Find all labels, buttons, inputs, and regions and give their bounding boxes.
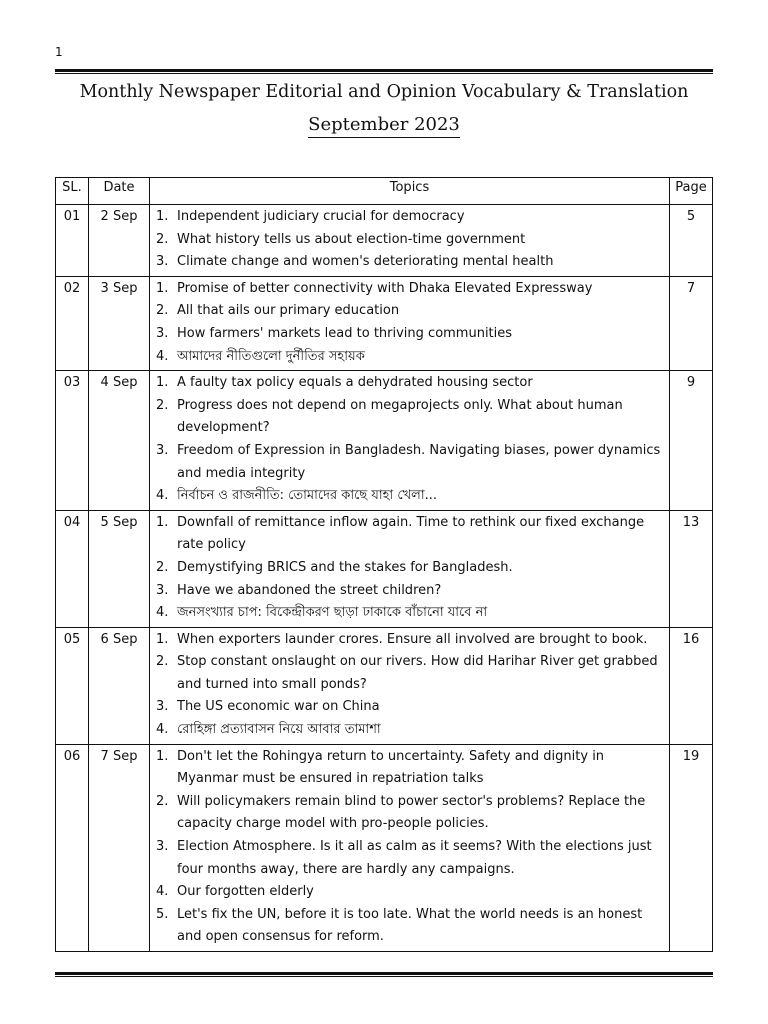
topic-item (156, 557, 663, 580)
topic-text: How farmers' markets lead to thriving communities (177, 325, 513, 341)
table-row (56, 205, 713, 277)
row-serial: 02 (56, 276, 89, 370)
topic-item (156, 629, 663, 652)
topic-item (156, 881, 663, 904)
topic-text: Promise of better connectivity with Dhaka Elevated Expressway (177, 280, 593, 296)
topic-item (156, 300, 663, 323)
row-topics (150, 371, 670, 511)
row-date: 5 Sep (89, 510, 150, 627)
row-page: 19 (670, 744, 713, 951)
document-title: Monthly Newspaper Editorial and Opinion Vocabulary & Translation (79, 82, 689, 102)
topic-list (156, 206, 663, 274)
header-page: Page (670, 178, 713, 205)
topic-text: Election Atmosphere. Is it all as calm as it seems? With the elections just four months away, there are hardly any campaigns. (177, 839, 652, 877)
row-date: 2 Sep (89, 205, 150, 277)
topic-list (156, 372, 663, 508)
page-number: 1 (55, 45, 63, 59)
topic-text: The US economic war on China (177, 699, 380, 715)
topic-item (156, 580, 663, 603)
row-serial: 05 (56, 627, 89, 744)
topic-text: Will policymakers remain blind to power sector's problems? Replace the capacity charge model with pro-people policies. (177, 793, 646, 832)
topic-number: 2. (156, 654, 169, 670)
topic-text: Climate change and women's deteriorating mental health (177, 254, 554, 270)
topic-item (156, 719, 663, 742)
row-topics (150, 276, 670, 370)
topic-number: 3. (156, 254, 169, 270)
row-topics (150, 627, 670, 744)
table-row (56, 627, 713, 744)
topic-number: 4. (156, 884, 169, 900)
topic-item (156, 346, 663, 369)
topic-text: নির্বাচন ও রাজনীতি: তোমাদের কাছে যাহা খেলা... (177, 488, 437, 504)
topic-number: 4. (156, 605, 169, 621)
topic-number: 3. (156, 442, 169, 458)
topic-item (156, 485, 663, 508)
topic-number: 1. (156, 514, 169, 530)
topic-item (156, 372, 663, 395)
document-subtitle: September 2023 (308, 114, 460, 138)
header-sl: SL. (56, 178, 89, 205)
topic-text: Demystifying BRICS and the stakes for Bangladesh. (177, 559, 513, 575)
topic-number: 2. (156, 397, 169, 413)
row-serial: 01 (56, 205, 89, 277)
row-page: 16 (670, 627, 713, 744)
row-date: 3 Sep (89, 276, 150, 370)
topic-item (156, 602, 663, 625)
row-date: 6 Sep (89, 627, 150, 744)
row-date: 4 Sep (89, 371, 150, 511)
row-topics (150, 510, 670, 627)
topic-text: জনসংখ্যার চাপ: বিকেন্দ্রীকরণ ছাড়া ঢাকাকে বাঁচানো যাবে না (177, 605, 488, 621)
topic-item (156, 229, 663, 252)
table-row (56, 371, 713, 511)
topic-number: 1. (156, 375, 169, 391)
topic-text: Have we abandoned the street children? (177, 582, 442, 598)
topic-item (156, 651, 663, 696)
topic-text: What history tells us about election-time government (177, 231, 526, 247)
topic-list (156, 278, 663, 368)
topic-item (156, 395, 663, 440)
topic-number: 5. (156, 906, 169, 922)
topic-text: All that ails our primary education (177, 303, 400, 319)
topic-item (156, 836, 663, 881)
row-serial: 06 (56, 744, 89, 951)
topic-number: 2. (156, 559, 169, 575)
row-page: 5 (670, 205, 713, 277)
topic-item (156, 278, 663, 301)
topic-number: 2. (156, 793, 169, 809)
topic-number: 3. (156, 582, 169, 598)
row-page: 13 (670, 510, 713, 627)
topic-number: 1. (156, 280, 169, 296)
row-serial: 03 (56, 371, 89, 511)
row-page: 7 (670, 276, 713, 370)
topic-text: Stop constant onslaught on our rivers. How did Harihar River get grabbed and turned into small ponds? (177, 654, 658, 692)
topic-item (156, 791, 663, 836)
table-row (56, 744, 713, 951)
table-header-row (56, 178, 713, 205)
topic-number: 1. (156, 631, 169, 647)
contents-table (55, 177, 713, 952)
topic-item (156, 206, 663, 229)
topic-item (156, 251, 663, 274)
table-row (56, 276, 713, 370)
topic-text: A faulty tax policy equals a dehydrated housing sector (177, 375, 533, 391)
topic-number: 3. (156, 839, 169, 855)
topic-item (156, 323, 663, 346)
table-body (56, 205, 713, 952)
topic-number: 3. (156, 325, 169, 341)
row-page: 9 (670, 371, 713, 511)
subtitle-wrap (55, 114, 713, 138)
topic-item (156, 696, 663, 719)
topic-text: Let's fix the UN, before it is too late. What the world needs is an honest and open consensus for reform. (177, 906, 643, 945)
topic-text: রোহিঙ্গা প্রত্যাবাসন নিয়ে আবার তামাশা (177, 722, 381, 738)
topic-number: 2. (156, 303, 169, 319)
topic-number: 1. (156, 748, 169, 764)
topic-text: আমাদের নীতিগুলো দুর্নীতির সহায়ক (177, 348, 365, 364)
topic-item (156, 440, 663, 485)
row-date: 7 Sep (89, 744, 150, 951)
topic-number: 4. (156, 722, 169, 738)
topic-list (156, 746, 663, 949)
topic-item (156, 904, 663, 949)
topic-text: Progress does not depend on megaprojects only. What about human development? (177, 397, 623, 436)
row-serial: 04 (56, 510, 89, 627)
topic-number: 4. (156, 488, 169, 504)
topic-item (156, 512, 663, 557)
header-date: Date (89, 178, 150, 205)
topic-text: When exporters launder crores. Ensure all involved are brought to book. (177, 631, 648, 647)
row-topics (150, 205, 670, 277)
topic-list (156, 629, 663, 742)
topic-text: Don't let the Rohingya return to uncertainty. Safety and dignity in Myanmar must be ensured in repatriation talks (177, 748, 605, 787)
topic-number: 3. (156, 699, 169, 715)
row-topics (150, 744, 670, 951)
topic-text: Our forgotten elderly (177, 884, 314, 900)
topic-text: Freedom of Expression in Bangladesh. Navigating biases, power dynamics and media integrity (177, 442, 661, 481)
topic-number: 4. (156, 348, 169, 364)
topic-item (156, 746, 663, 791)
topic-list (156, 512, 663, 625)
topic-text: Independent judiciary crucial for democracy (177, 209, 465, 224)
topic-text: Downfall of remittance inflow again. Time to rethink our fixed exchange rate policy (177, 514, 645, 553)
header-topics: Topics (150, 178, 670, 205)
bottom-double-rule (55, 972, 713, 977)
topic-number: 1. (156, 209, 169, 224)
topic-number: 2. (156, 231, 169, 247)
table-row (56, 510, 713, 627)
top-double-rule (55, 69, 713, 74)
